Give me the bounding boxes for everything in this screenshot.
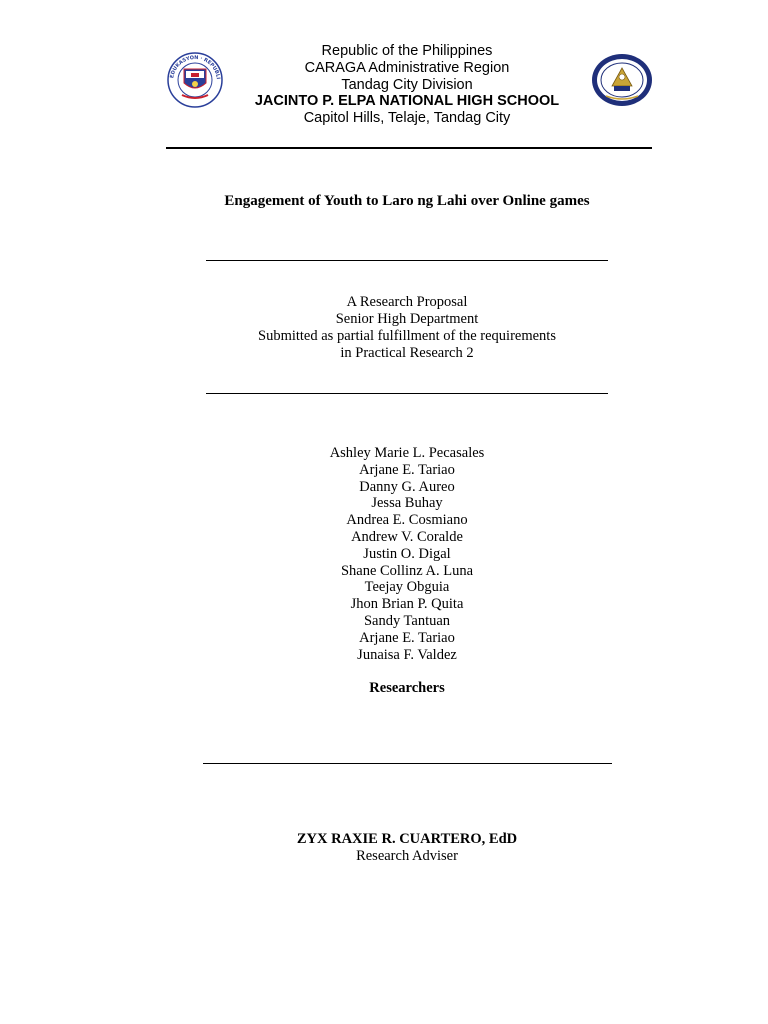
researcher-name: Andrea E. Cosmiano <box>346 512 468 529</box>
researcher-list <box>150 445 664 663</box>
researcher-name: Sandy Tantuan <box>363 612 451 629</box>
signature-line <box>203 763 612 764</box>
adviser-name: ZYX RAXIE R. CUARTERO, EdD <box>296 831 518 847</box>
researcher-name: Danny G. Aureo <box>359 478 455 495</box>
researcher-name: Jessa Buhay <box>371 495 443 512</box>
proposal-line: A Research Proposal <box>346 294 468 310</box>
researcher-name: Justin O. Digal <box>363 545 451 562</box>
school-name: JACINTO P. ELPA NATIONAL HIGH SCHOOL <box>254 93 560 110</box>
researcher-name: Shane Collinz A. Luna <box>340 562 474 579</box>
researchers-label: Researchers <box>369 680 445 696</box>
school-seal-logo <box>590 52 654 108</box>
research-title: Engagement of Youth to Laro ng Lahi over Online games <box>224 193 590 209</box>
header-divider <box>166 147 652 149</box>
researcher-name: Junaisa F. Valdez <box>357 646 457 663</box>
title-underline <box>206 260 608 261</box>
division-line: Tandag City Division <box>341 76 473 93</box>
proposal-line: in Practical Research 2 <box>340 345 474 361</box>
adviser-role: Research Adviser <box>356 848 458 864</box>
researcher-name: Andrew V. Coralde <box>351 528 463 545</box>
proposal-line: Senior High Department <box>335 311 479 327</box>
region-line: CARAGA Administrative Region <box>304 59 510 76</box>
school-address: Capitol Hills, Telaje, Tandag City <box>303 110 511 127</box>
researcher-name: Jhon Brian P. Quita <box>350 596 464 613</box>
deped-seal-text: EDUKASYON · REPUBLI <box>169 54 221 80</box>
country-line: Republic of the Philippines <box>321 43 493 59</box>
proposal-underline <box>206 393 608 394</box>
letterhead <box>200 43 614 127</box>
researcher-name: Arjane E. Tariao <box>359 461 455 478</box>
proposal-line: Submitted as partial fulfillment of the requirements <box>258 328 556 344</box>
researcher-name: Arjane E. Tariao <box>359 629 455 646</box>
proposal-block <box>150 294 664 362</box>
researcher-name: Teejay Obguia <box>364 579 450 596</box>
researcher-name: Ashley Marie L. Pecasales <box>329 445 485 461</box>
adviser-block <box>150 831 664 865</box>
